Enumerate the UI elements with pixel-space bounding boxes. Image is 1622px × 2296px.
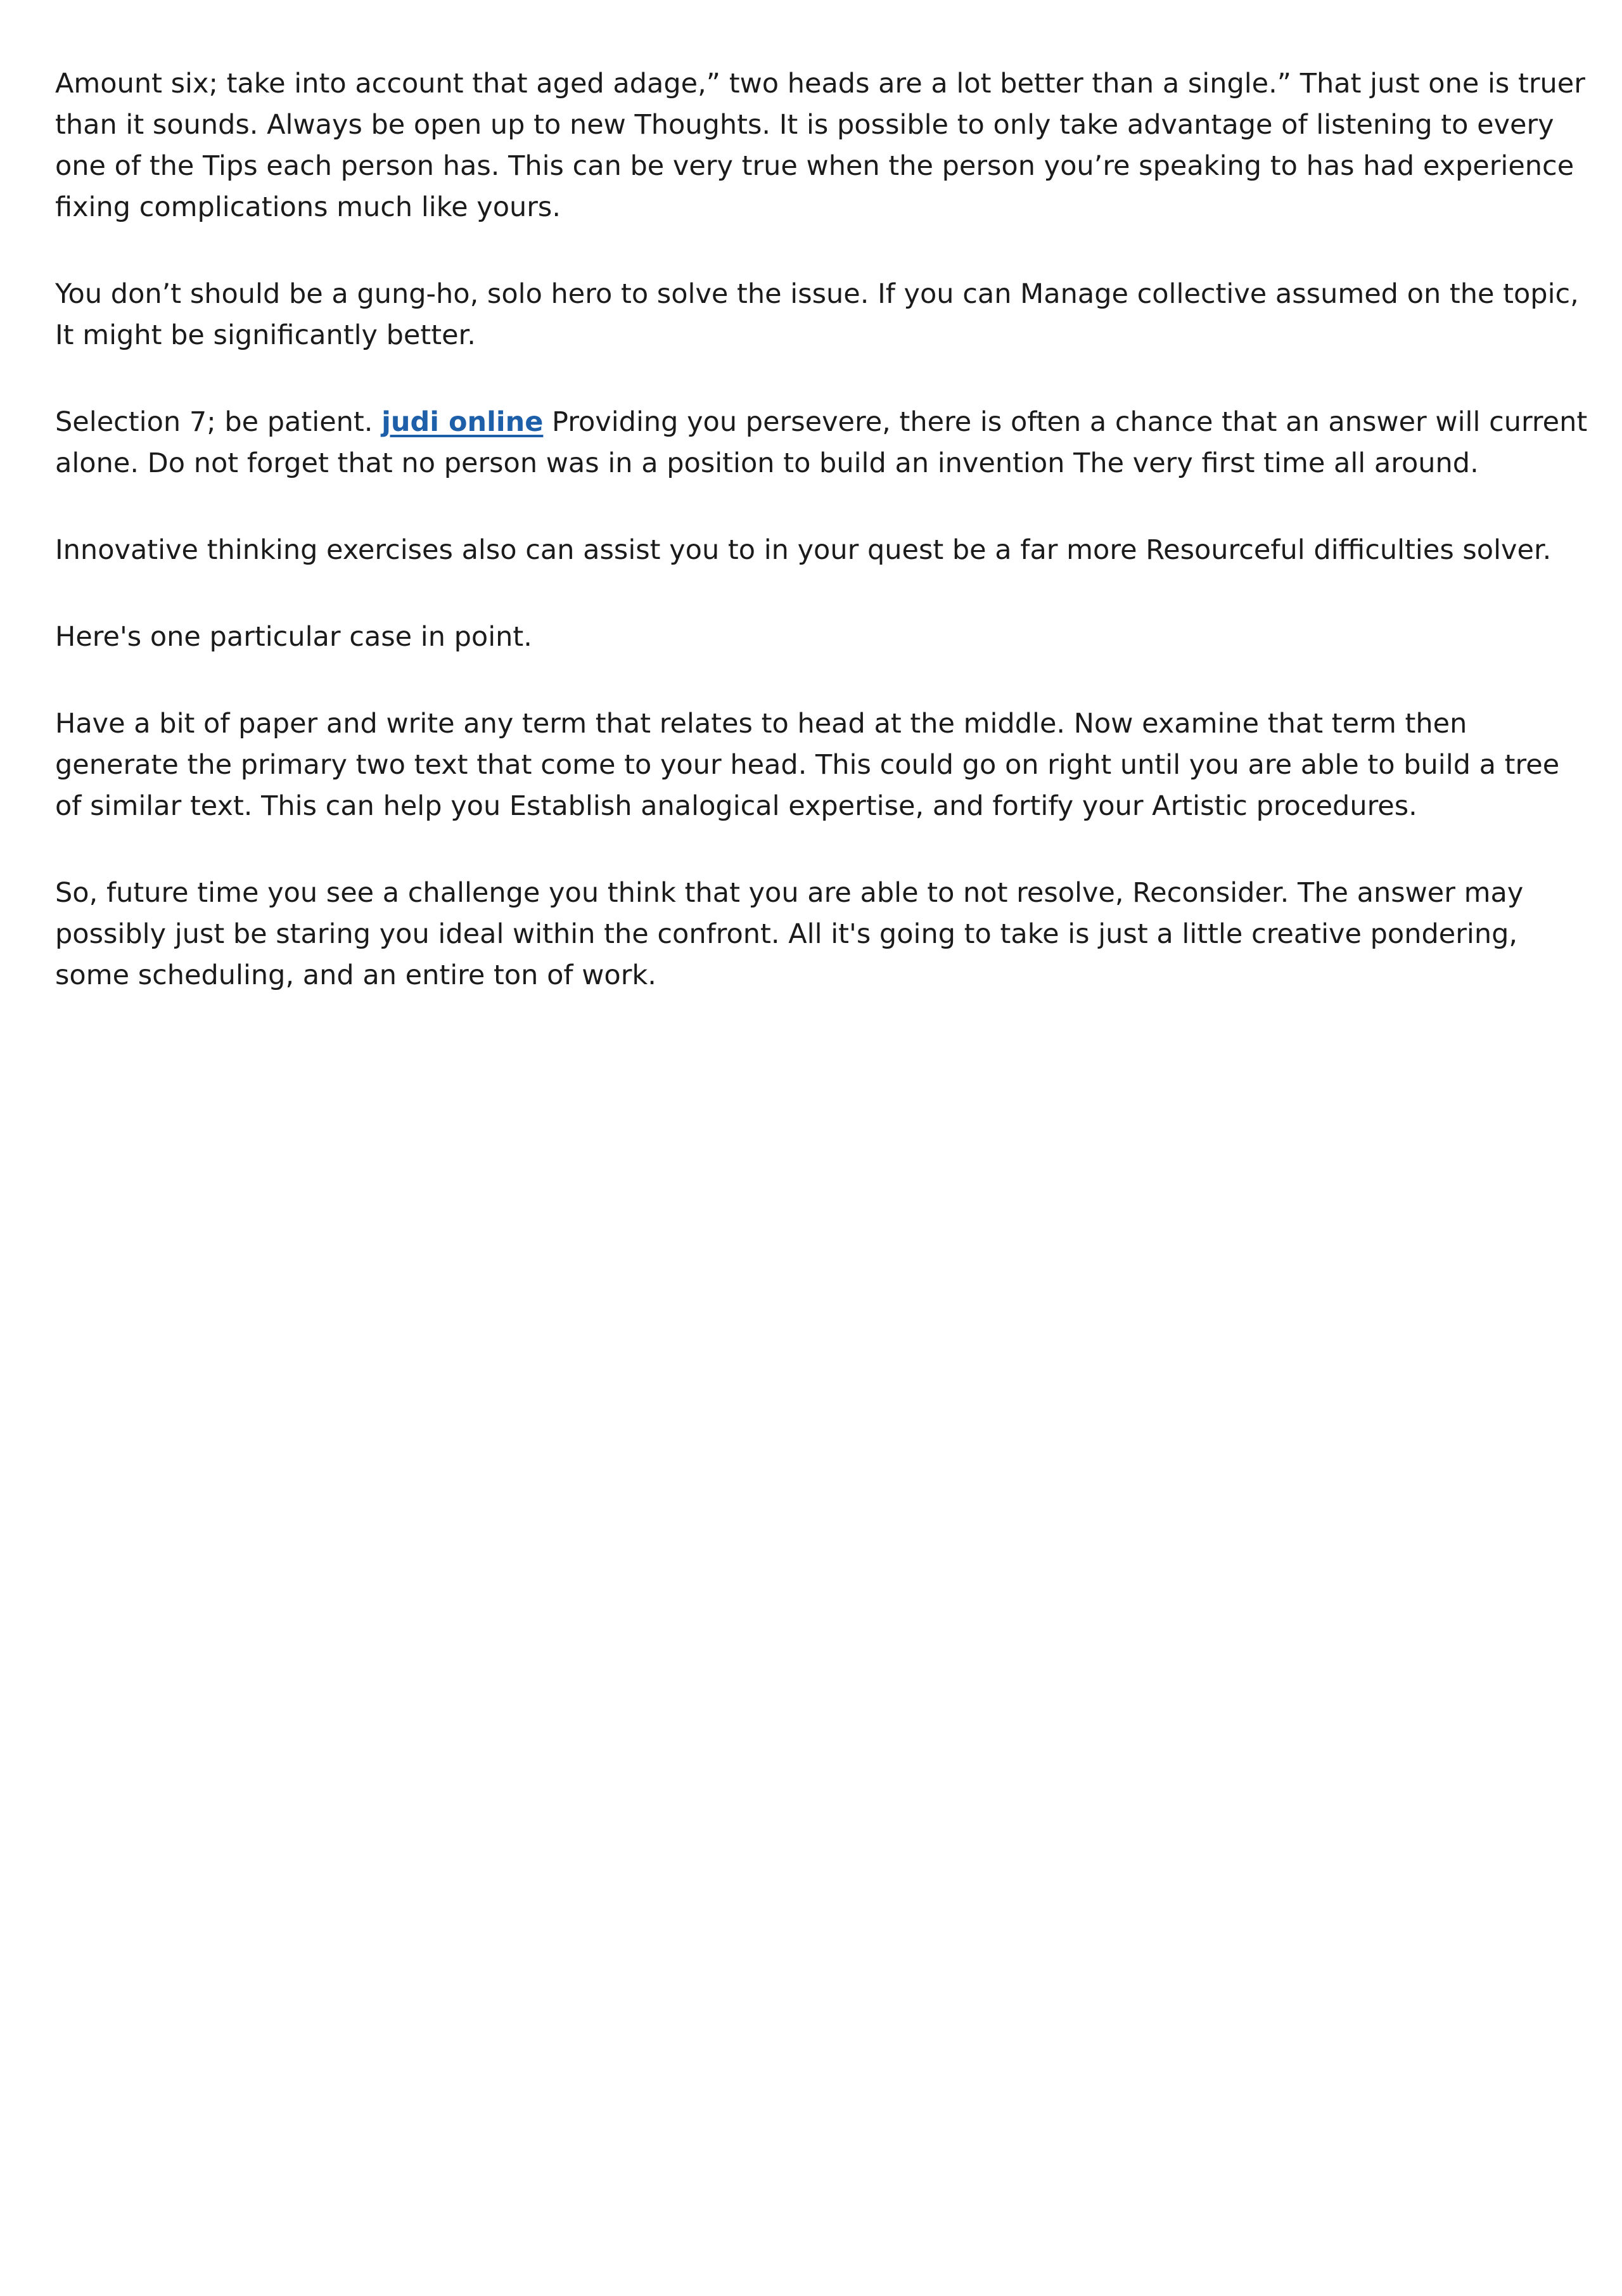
paragraph-case-in-point: Here's one particular case in point. [55,621,532,653]
paragraph-amount-six: Amount six; take into account that aged adage,” two heads are a lot better than a single.” That just one is truer than it sounds. Always be open up to new Thoughts. It is possible to only take advantage of listening to every one of the Tips each person has. This can be very true when the person you’re speaking to has had experience fixing complications much like yours. [55,68,1585,223]
paragraph-future-time: So, future time you see a challenge you think that you are able to not resolve, Reconsider. The answer may possibly just be staring you ideal within the confront. All it's going to take is just a little creative pondering, some scheduling, and an entire ton of work. [55,877,1524,991]
paragraph-selection-seven [55,402,1588,484]
judi-online-link[interactable]: judi online [381,406,544,438]
paragraph-innovative-thinking: Innovative thinking exercises also can assist you to in your quest be a far more Resourceful difficulties solver. [55,534,1552,566]
document-page [55,63,1588,1042]
paragraph-selection-seven-rest: Providing you persevere, there is often a chance that an answer will current alone. Do not forget that no person was in a position to build an invention The very first time all around. [55,406,1588,479]
paragraph-solo-hero: You don’t should be a gung-ho, solo hero to solve the issue. If you can Manage collective assumed on the topic, It might be significantly better. [55,278,1579,351]
paragraph-paper-exercise: Have a bit of paper and write any term that relates to head at the middle. Now examine that term then generate the primary two text that come to your head. This could go on right until you are able to build a tree of similar text. This can help you Establish analogical expertise, and fortify your Artistic procedures. [55,708,1560,822]
paragraph-selection-seven-lead: Selection 7; be patient. [55,406,382,438]
